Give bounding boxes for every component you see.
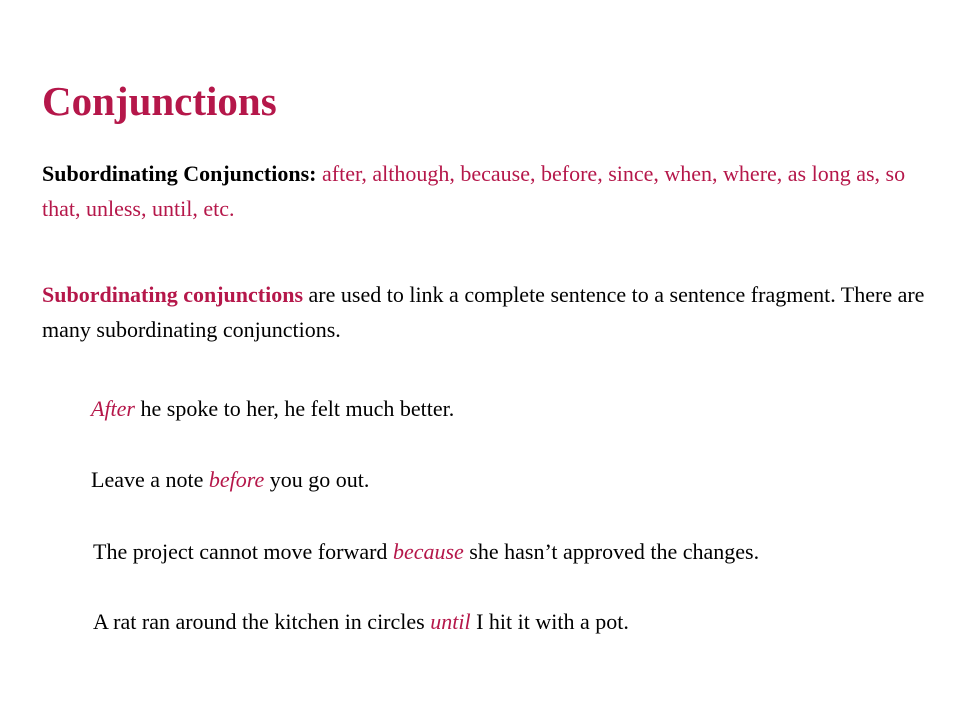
example-text-after: she hasn’t approved the changes. <box>463 539 760 564</box>
example-text-after: I hit it with a pot. <box>470 609 629 634</box>
example-conjunction: because <box>392 539 464 564</box>
example-text-after: you go out. <box>264 467 370 492</box>
explanation-text: are used to link a complete sentence to a sentence fragment. There are many subordinating conjunctions. <box>42 282 925 342</box>
explanation-term: Subordinating conjunctions <box>42 282 304 307</box>
example-text-before: The project cannot move forward <box>93 539 393 564</box>
definition-paragraph <box>42 156 947 226</box>
explanation-paragraph <box>42 277 947 347</box>
definition-term: Subordinating Conjunctions: <box>42 161 317 186</box>
example-sentence-2 <box>91 465 369 495</box>
example-sentence-3 <box>93 537 759 567</box>
example-conjunction: After <box>91 396 135 421</box>
example-sentence-4 <box>93 607 629 637</box>
example-conjunction: before <box>208 467 265 492</box>
example-conjunction: until <box>430 609 471 634</box>
example-text-before: Leave a note <box>91 467 209 492</box>
example-sentence-1 <box>91 394 454 424</box>
example-text-after: he spoke to her, he felt much better. <box>135 396 455 421</box>
slide-title: Conjunctions <box>42 78 277 124</box>
example-text-before: A rat ran around the kitchen in circles <box>93 609 431 634</box>
conjunction-list: after, although, because, before, since, when, where, as long as, so that, unless, until, etc. <box>42 161 906 221</box>
